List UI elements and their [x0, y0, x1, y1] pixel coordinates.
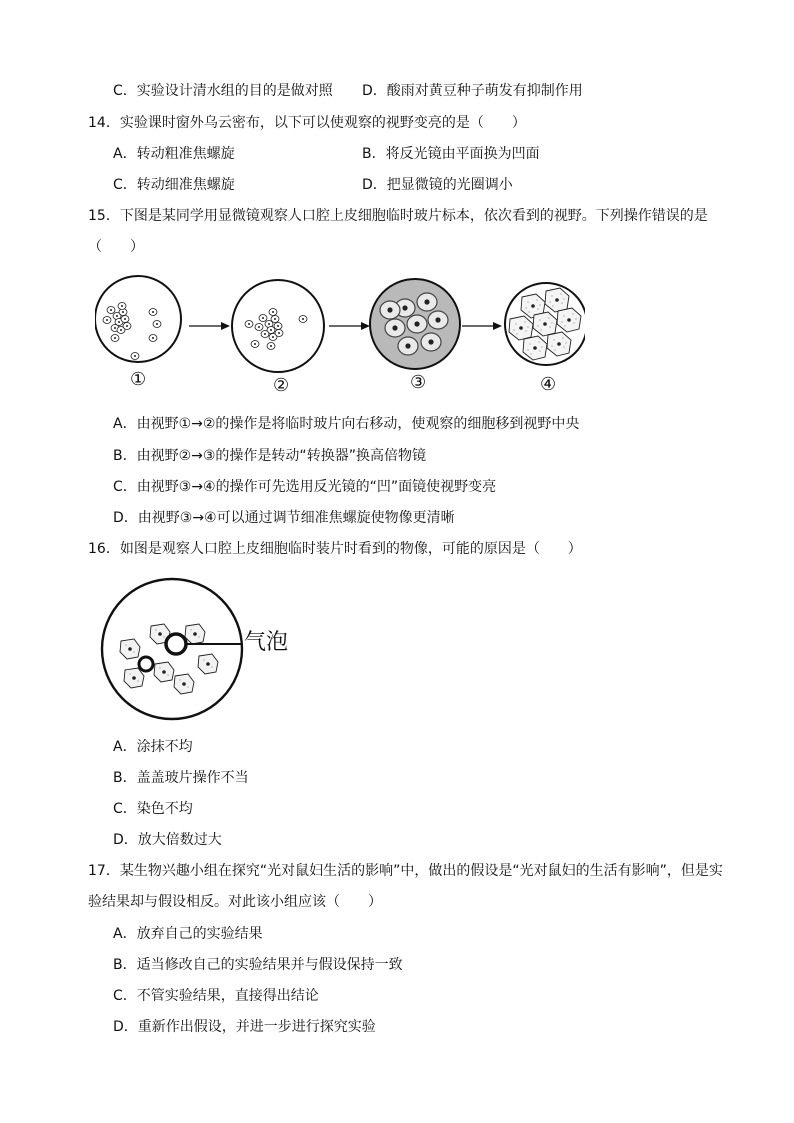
- q14-option-a: A．转动粗准焦螺旋: [113, 146, 235, 162]
- q17-option-d: D．重新作出假设，并进一步进行探究实验: [113, 1019, 376, 1035]
- q16-option-c: C．染色不均: [113, 801, 193, 817]
- q16-option-a: A．涂抹不均: [113, 739, 193, 755]
- q14-stem: 14．实验课时窗外乌云密布，以下可以使观察的视野变亮的是（ ）: [88, 115, 526, 131]
- q17-stem-line2: 验结果却与假设相反。对此该小组应该（ ）: [88, 894, 382, 910]
- q16-option-d: D．放大倍数过大: [113, 832, 222, 848]
- q13-option-c: C．实验设计清水组的目的是做对照: [113, 83, 333, 99]
- q13-option-d: D．酸雨对黄豆种子萌发有抑制作用: [362, 83, 583, 99]
- view-2: [232, 280, 324, 372]
- q15-stem-line2: （ ）: [88, 239, 144, 255]
- q16-stem: 16．如图是观察人口腔上皮细胞临时装片时看到的物像，可能的原因是（ ）: [88, 541, 582, 557]
- q15-option-b: B．由视野②→③的操作是转动“转换器”换高倍物镜: [113, 448, 426, 464]
- q17-stem-line1: 17．某生物兴趣小组在探究“光对鼠妇生活的影响”中，做出的假设是“光对鼠妇的生活有影响”，但是实: [88, 863, 723, 879]
- view-label-2: ②: [273, 375, 290, 396]
- view-label-3: ③: [410, 372, 427, 393]
- q15-microscope-views-figure: [95, 272, 585, 402]
- q17-option-c: C．不管实验结果，直接得出结论: [113, 988, 319, 1004]
- view-label-1: ①: [130, 369, 147, 390]
- small-bubble-icon: [139, 657, 153, 671]
- view-3: [370, 279, 460, 369]
- q14-option-b: B．将反光镜由平面换为凹面: [362, 146, 540, 162]
- q17-option-b: B．适当修改自己的实验结果并与假设保持一致: [113, 957, 403, 973]
- view-4: [505, 283, 585, 365]
- bubble-label: 气泡: [244, 630, 289, 655]
- large-bubble-icon: [166, 634, 186, 654]
- q16-option-b: B．盖盖玻片操作不当: [113, 770, 249, 786]
- q15-stem-line1: 15．下图是某同学用显微镜观察人口腔上皮细胞临时玻片标本，依次看到的视野。下列操作错误的是: [88, 208, 708, 224]
- q15-option-d: D．由视野③→④可以通过调节细准焦螺旋使物像更清晰: [113, 510, 455, 526]
- view-1: [95, 276, 181, 362]
- q15-option-a: A．由视野①→②的操作是将临时玻片向右移动，使观察的细胞移到视野中央: [113, 416, 580, 432]
- q14-option-d: D．把显微镜的光圈调小: [362, 177, 513, 193]
- q17-option-a: A．放弃自己的实验结果: [113, 926, 263, 942]
- q16-air-bubble-figure: [100, 574, 350, 722]
- view-label-4: ④: [540, 374, 557, 395]
- q15-option-c: C．由视野③→④的操作可先选用反光镜的“凹”面镜使视野变亮: [113, 479, 497, 495]
- q14-option-c: C．转动细准焦螺旋: [113, 177, 235, 193]
